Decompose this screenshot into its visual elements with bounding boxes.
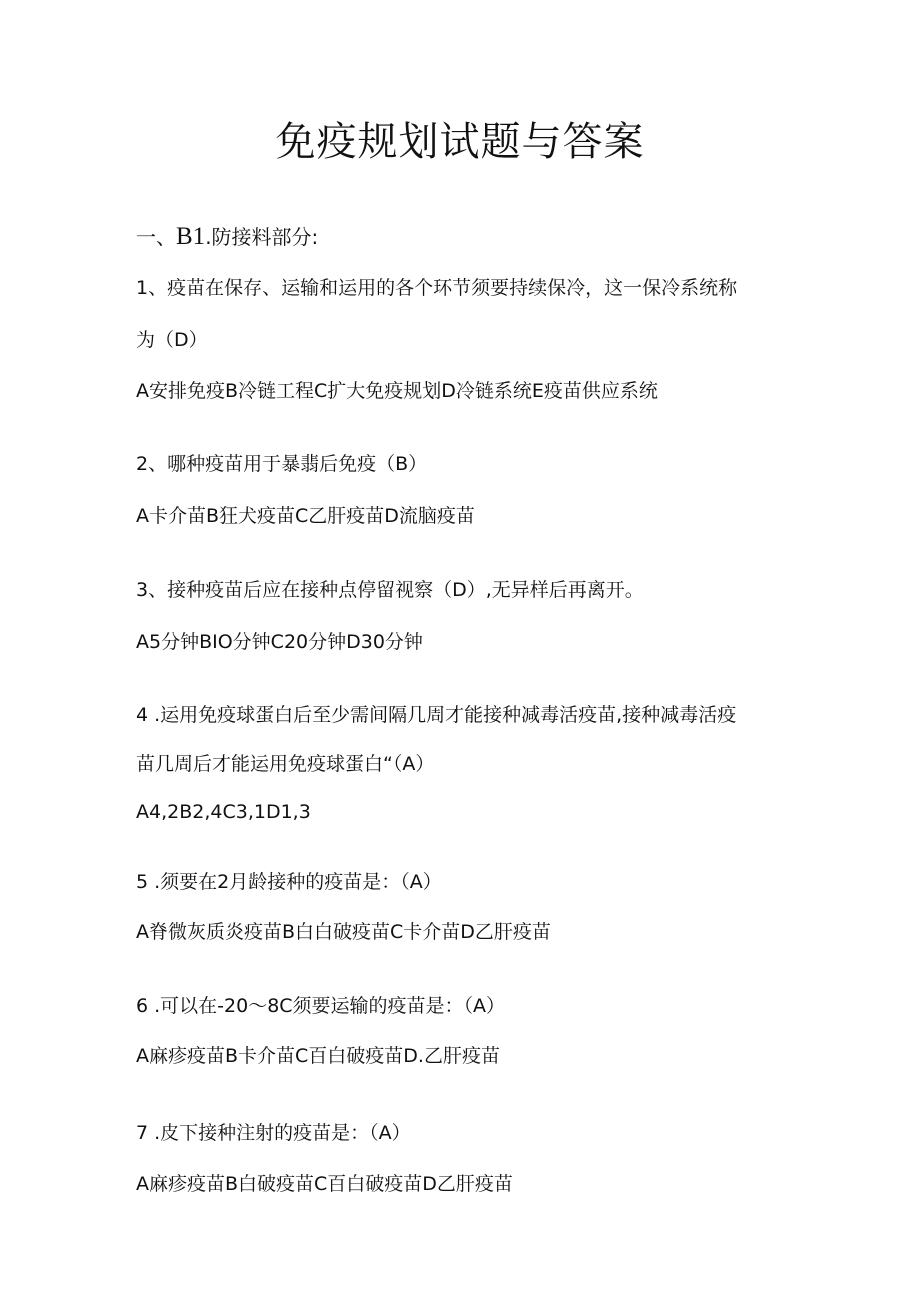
section-code: B1 [176, 223, 206, 250]
question-2-options: A卡介苗B狂犬疫苗C乙肝疫苗D流脑疫苗 [136, 505, 475, 527]
question-7-options: A麻疹疫苗B白破疫苗C百白破疫苗D乙肝疫苗 [136, 1173, 513, 1195]
section-heading [136, 224, 318, 249]
question-4-text-cont: 苗几周后才能运用免疫球蛋白“（A） [136, 753, 435, 775]
section-label: .防接料部分: [205, 225, 319, 249]
question-7-text: 7 .皮下接种注射的疫苗是：（A） [136, 1122, 411, 1144]
question-1-options: A安排免疫B冷链工程C扩大免疫规划D冷链系统E疫苗供应系统 [136, 380, 658, 402]
question-4-options: A4,2B2,4C3,1D1,3 [136, 801, 311, 823]
question-1-text: 1、疫苗在保存、运输和运用的各个环节须要持续保冷，这一保冷系统称 [136, 277, 738, 299]
question-5-text: 5 .须要在2月龄接种的疫苗是：（A） [136, 871, 442, 893]
question-2-text: 2、哪种疫苗用于暴翡后免疫（B） [136, 453, 428, 475]
question-6-options: A麻疹疫苗B卡介苗C百白破疫苗D.乙肝疫苗 [136, 1045, 500, 1067]
question-5-options: A脊微灰质炎疫苗B白白破疫苗C卡介苗D乙肝疫苗 [136, 921, 551, 943]
question-6-text: 6 .可以在-20～8C须要运输的疫苗是：（A） [136, 995, 506, 1017]
question-1-text-cont: 为（D） [136, 329, 208, 351]
question-4-text: 4 .运用免疫球蛋白后至少需间隔几周才能接种减毒活疫苗,接种减毒活疫 [136, 704, 737, 726]
question-3-options: A5分钟BIO分钟C20分钟D30分钟 [136, 631, 423, 653]
document-title: 免疫规划试题与答案 [275, 119, 645, 165]
section-prefix: 一、 [136, 225, 176, 249]
question-3-text: 3、接种疫苗后应在接种点停留视察（D）,无异样后再离开。 [136, 579, 644, 601]
